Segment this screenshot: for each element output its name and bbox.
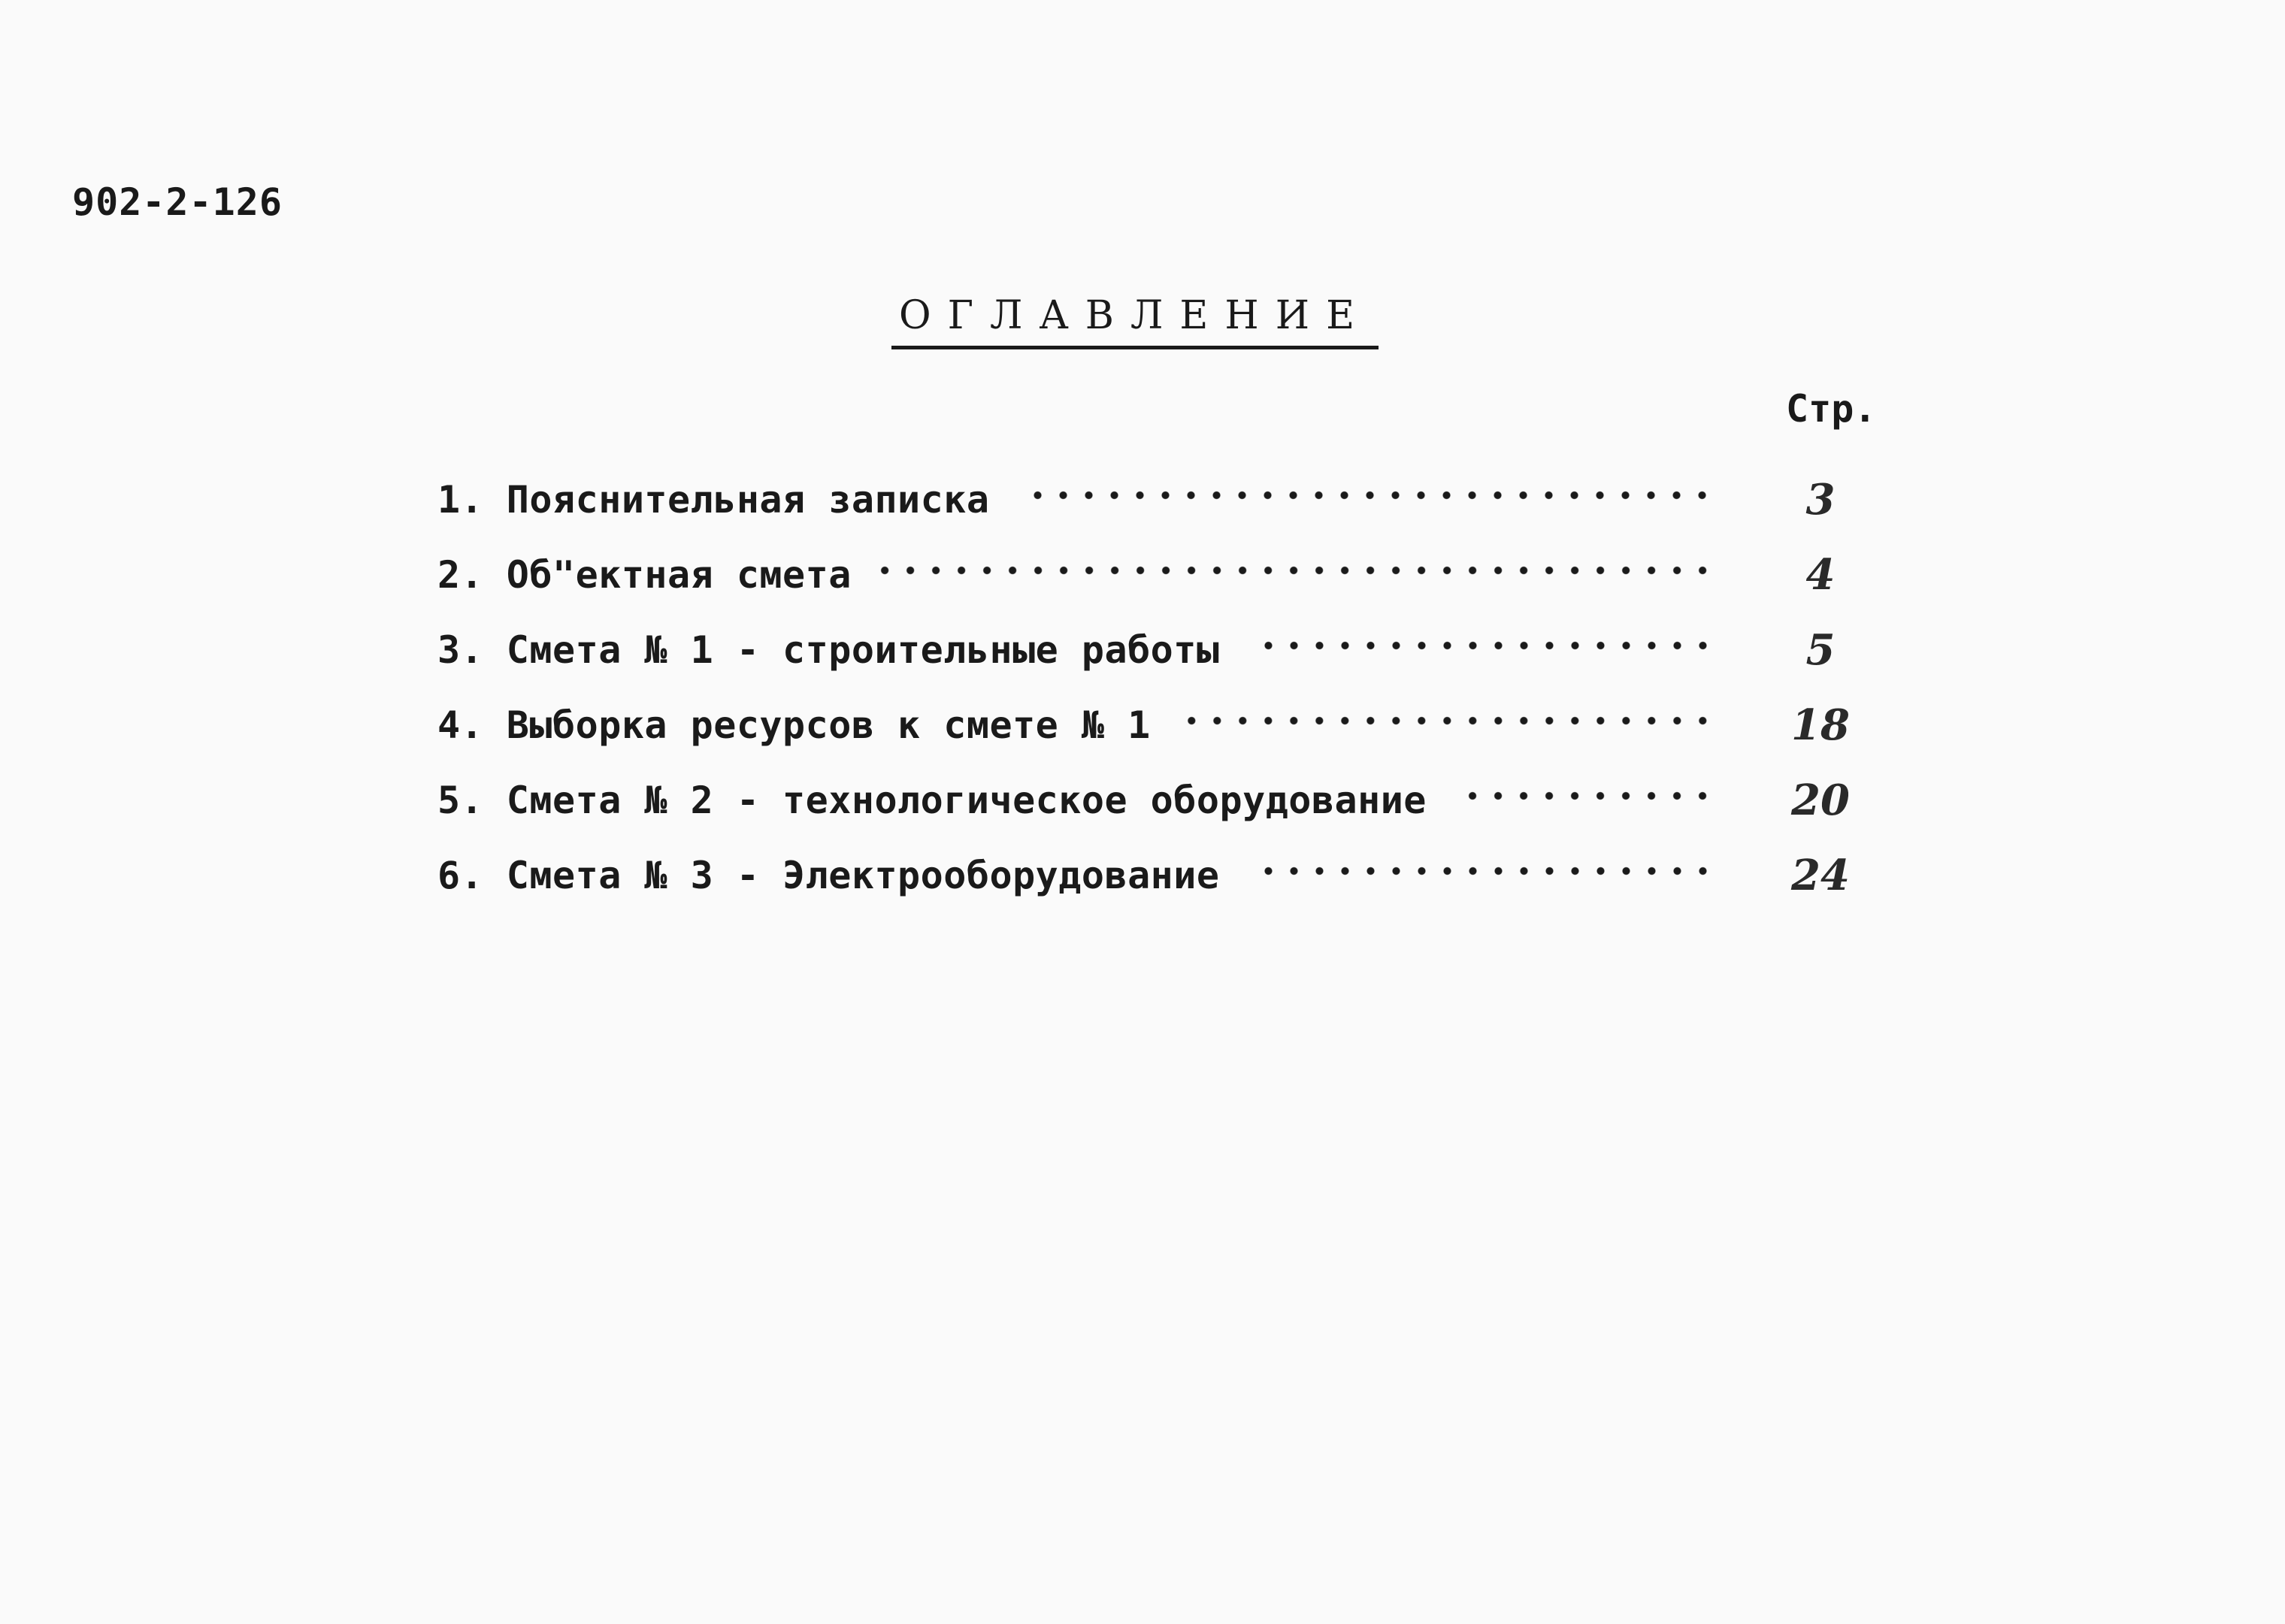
toc-entry [437, 462, 1866, 537]
toc-entry-label: 3. Смета № 1 - строительные работы [437, 628, 1220, 672]
toc-entry-page: 3 [1805, 475, 1836, 525]
document-code: 902-2-126 [72, 180, 283, 224]
page-column-header: Стр. [1786, 387, 1877, 431]
toc-entry-label: 1. Пояснительная записка [437, 478, 990, 522]
toc-entry-page: 5 [1805, 625, 1836, 675]
toc-entry-page: 18 [1791, 700, 1850, 750]
toc-entry [437, 688, 1866, 763]
toc-entry-body [437, 478, 1715, 522]
toc-entry [437, 763, 1866, 838]
toc-entry-body [437, 779, 1715, 822]
dot-leader [1179, 715, 1715, 726]
toc-entry-label: 5. Смета № 2 - технологическое оборудование [437, 779, 1427, 822]
toc-entry-body [437, 628, 1715, 672]
dot-leader [1248, 866, 1716, 876]
toc-entry-label: 4. Выборка ресурсов к смете № 1 [437, 703, 1151, 747]
toc-entry-body [437, 854, 1715, 897]
dot-leader [1455, 791, 1715, 801]
toc-entry-label: 6. Смета № 3 - Электрооборудование [437, 854, 1220, 897]
toc-entry [437, 537, 1866, 612]
toc-entry-page: 4 [1805, 550, 1836, 600]
dot-leader [880, 565, 1715, 576]
table-of-contents [437, 462, 1866, 913]
toc-entry-body [437, 703, 1715, 747]
toc-entry-body [437, 553, 1715, 597]
toc-entry [437, 838, 1866, 913]
dot-leader [1018, 490, 1715, 501]
toc-entry-label: 2. Об"ектная смета [437, 553, 852, 597]
page-title: ОГЛАВЛЕНИЕ [891, 293, 1379, 349]
toc-entry [437, 612, 1866, 688]
toc-entry-page: 24 [1791, 851, 1850, 900]
toc-entry-page: 20 [1791, 776, 1850, 825]
dot-leader [1248, 640, 1716, 651]
